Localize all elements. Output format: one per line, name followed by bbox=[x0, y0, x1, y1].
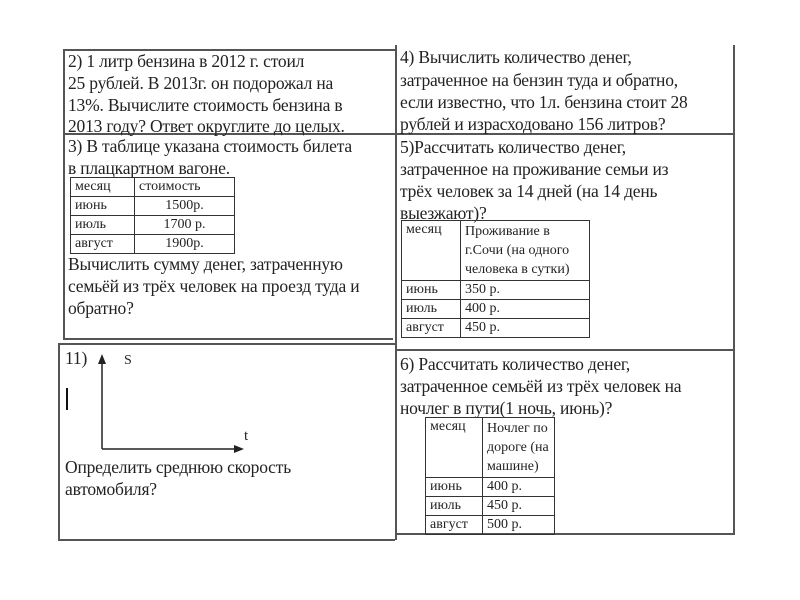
cell: 400 р. bbox=[483, 478, 555, 497]
text-line: Вычислить сумму денег, затраченную bbox=[68, 254, 343, 274]
cell: август bbox=[71, 235, 135, 254]
text-line: 3) В таблице указана стоимость билета bbox=[68, 136, 352, 156]
cell: июнь bbox=[71, 197, 135, 216]
box11-left bbox=[58, 343, 60, 540]
cell: июль bbox=[71, 216, 135, 235]
divider-5-6 bbox=[396, 349, 734, 351]
text-line: семьёй из трёх человек на проезд туда и bbox=[68, 276, 360, 296]
text-line: 2013 году? Ответ округлите до целых. bbox=[68, 116, 345, 136]
box11-top bbox=[58, 343, 395, 345]
box11-bottom bbox=[58, 539, 395, 541]
text-line: обратно? bbox=[68, 298, 134, 318]
overnight-table bbox=[425, 417, 555, 535]
text-line: 5)Рассчитать количество денег, bbox=[400, 137, 626, 157]
text-line: 2) 1 литр бензина в 2012 г. стоил bbox=[68, 51, 305, 71]
cell: 400 р. bbox=[461, 300, 590, 319]
cell: 450 р. bbox=[461, 319, 590, 338]
x-axis-label: t bbox=[244, 428, 248, 444]
cell: 500 р. bbox=[483, 516, 555, 535]
y-axis-arrow-icon bbox=[98, 354, 106, 364]
header-cell: Проживание в г.Сочи (на одного человека в сутки) bbox=[461, 221, 590, 281]
text-line: затраченное на проживание семьи из bbox=[400, 159, 669, 179]
cell: 1500р. bbox=[135, 197, 235, 216]
accommodation-table bbox=[401, 220, 590, 338]
problem-number: 11) bbox=[65, 348, 88, 368]
cell: 1700 р. bbox=[135, 216, 235, 235]
text-line: в плацкартном вагоне. bbox=[68, 158, 230, 178]
text-line: если известно, что 1л. бензина стоит 28 bbox=[400, 92, 688, 112]
header-cell: стоимость bbox=[135, 178, 235, 197]
ticket-price-table bbox=[70, 177, 235, 254]
left-panel-left bbox=[63, 49, 65, 339]
cell: 350 р. bbox=[461, 281, 590, 300]
text-line: Определить среднюю скорость bbox=[65, 457, 291, 477]
text-line: 4) Вычислить количество денег, bbox=[400, 47, 632, 67]
header-cell: месяц bbox=[71, 178, 135, 197]
left-panel-bottom bbox=[63, 338, 393, 340]
header-cell: месяц bbox=[426, 418, 483, 478]
text-line: автомобиля? bbox=[65, 479, 157, 499]
cell: июнь bbox=[426, 478, 483, 497]
text-line: затраченное на бензин туда и обратно, bbox=[400, 70, 678, 90]
text-line: 6) Рассчитать количество денег, bbox=[400, 354, 631, 374]
y-axis-label: S bbox=[124, 353, 132, 368]
cell: июнь bbox=[402, 281, 461, 300]
cell: 1900р. bbox=[135, 235, 235, 254]
middle-vertical bbox=[395, 45, 397, 540]
cell: июль bbox=[402, 300, 461, 319]
text-line: рублей и израсходовано 156 литров? bbox=[400, 114, 666, 134]
text-line: 13%. Вычислите стоимость бензина в bbox=[68, 95, 343, 115]
text-line: затраченное семьёй из трёх человек на bbox=[400, 376, 682, 396]
header-cell: Ночлег по дороге (на машине) bbox=[483, 418, 555, 478]
header-cell: месяц bbox=[402, 221, 461, 281]
cell: август bbox=[426, 516, 483, 535]
text-cursor bbox=[66, 388, 68, 410]
right-panel-right bbox=[733, 45, 735, 535]
cell: 450 р. bbox=[483, 497, 555, 516]
x-axis-arrow-icon bbox=[234, 445, 244, 453]
text-line: трёх человек за 14 дней (на 14 день bbox=[400, 181, 658, 201]
cell: август bbox=[402, 319, 461, 338]
distance-time-axes bbox=[90, 350, 260, 460]
text-line: выезжают)? bbox=[400, 203, 487, 223]
cell: июль bbox=[426, 497, 483, 516]
text-line: ночлег в пути(1 ночь, июнь)? bbox=[400, 398, 613, 418]
text-line: 25 рублей. В 2013г. он подорожал на bbox=[68, 73, 334, 93]
